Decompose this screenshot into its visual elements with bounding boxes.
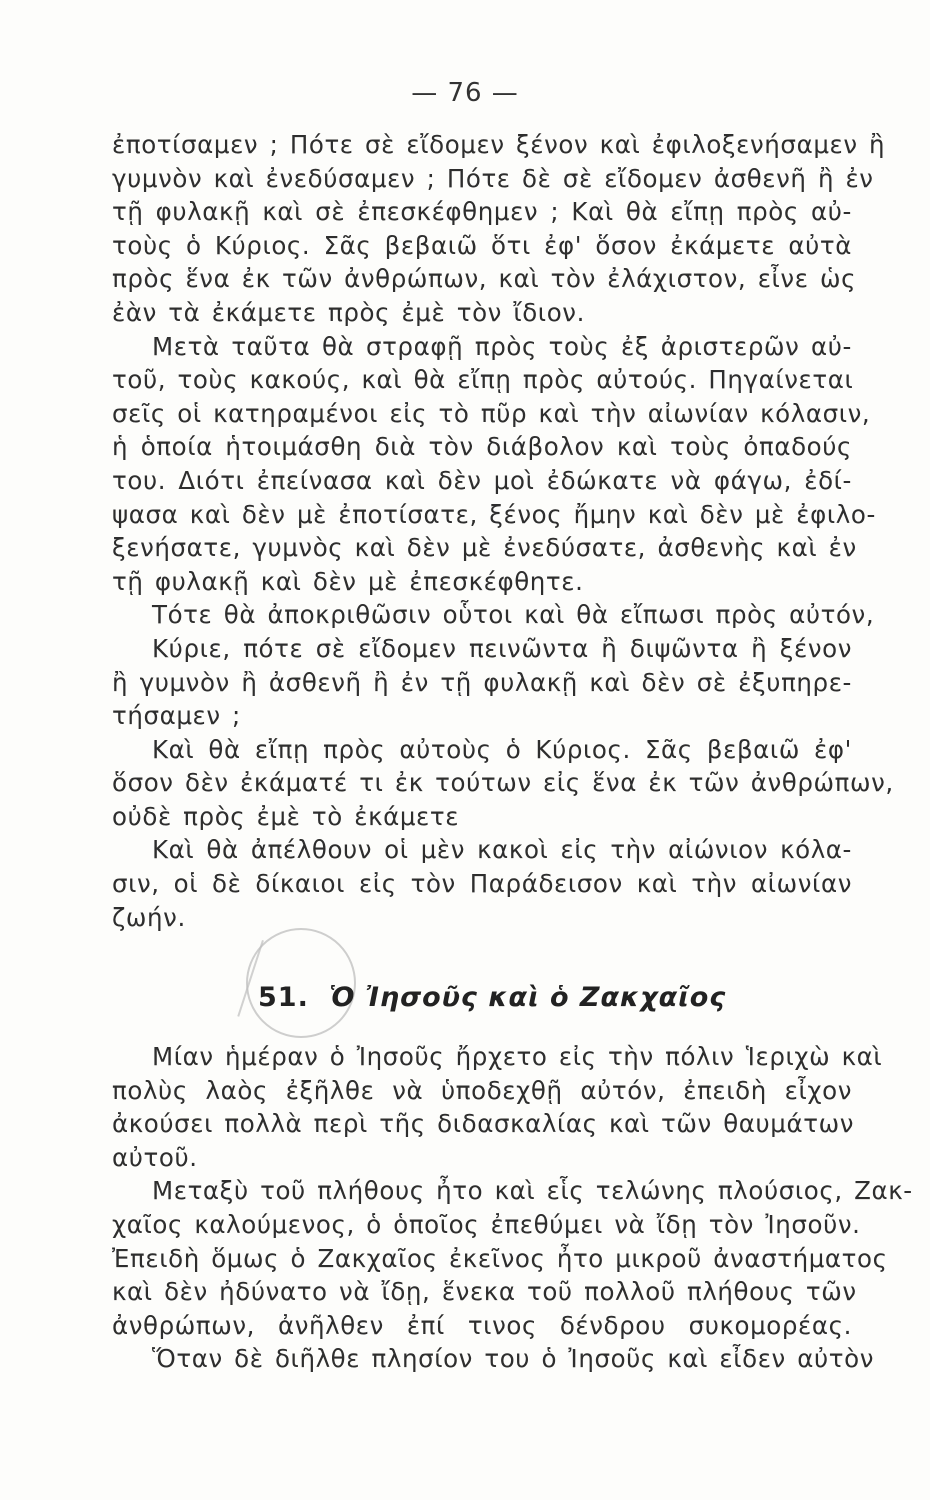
text-line: Καὶ θὰ εἴπῃ πρὸς αὐτοὺς ὁ Κύριος. Σᾶς βεβαιῶ ἐφ' — [152, 734, 852, 764]
text-block-bottom — [112, 1040, 913, 1376]
text-line: ψασα καὶ δὲν μὲ ἐποτίσατε, ξένος ἤμην καὶ δὲν μὲ ἐφιλο- — [112, 499, 876, 529]
text-line: τήσαμεν ; — [112, 701, 241, 731]
text-line: ἀκούσει πολλὰ περὶ τῆς διδασκαλίας καὶ τῶν θαυμάτων — [112, 1109, 855, 1139]
text-line: Μίαν ἡμέραν ὁ Ἰησοῦς ἤρχετο εἰς τὴν πόλιν Ἱεριχὼ καὶ — [152, 1042, 883, 1071]
text-line: τῇ φυλακῇ καὶ δὲν μὲ ἐπεσκέφθητε. — [112, 566, 584, 596]
text-line: πρὸς ἕνα ἐκ τῶν ἀνθρώπων, καὶ τὸν ἐλάχιστον, εἶνε ὡς — [112, 264, 857, 294]
text-line: Καὶ θὰ ἀπέλθουν οἱ μὲν κακοὶ εἰς τὴν αἰώνιον κόλα- — [152, 835, 852, 865]
text-line: Μεταξὺ τοῦ πλήθους ἦτο καὶ εἷς τελώνης πλούσιος, Ζακ- — [152, 1176, 913, 1206]
text-line: Ἐπειδὴ ὅμως ὁ Ζακχαῖος ἐκεῖνος ἦτο μικροῦ ἀναστήματος — [112, 1243, 888, 1273]
text-line: σιν, οἱ δὲ δίκαιοι εἰς τὸν Παράδεισον καὶ τὴν αἰωνίαν — [112, 869, 852, 899]
section-title: Ὁ Ἰησοῦς καὶ ὁ Ζακχαῖος — [329, 982, 727, 1013]
text-line: Κύριε, πότε σὲ εἴδομεν πεινῶντα ἢ διψῶντα ἢ ξένον — [152, 633, 852, 663]
page-number: — 76 — — [411, 78, 519, 108]
text-line: πολὺς λαὸς ἐξῆλθε νὰ ὑποδεχθῇ αὐτόν, ἐπειδὴ εἶχον — [112, 1075, 852, 1105]
text-line: καὶ δὲν ἠδύνατο νὰ ἴδῃ, ἕνεκα τοῦ πολλοῦ πλήθους τῶν — [112, 1277, 857, 1307]
text-line: οὐδὲ πρὸς ἐμὲ τὸ ἐκάμετε — [112, 801, 460, 831]
text-line: χαῖος καλούμενος, ὁ ὁποῖος ἐπεθύμει νὰ ἴδῃ τὸν Ἰησοῦν. — [112, 1209, 861, 1239]
section-heading — [258, 982, 726, 1013]
text-block-top — [112, 128, 894, 934]
text-line: ἐποτίσαμεν ; Πότε σὲ εἴδομεν ξένον καὶ ἐφιλοξενήσαμεν ἢ — [112, 130, 886, 159]
text-line: τοῦ, τοὺς κακούς, καὶ θὰ εἴπῃ πρὸς αὐτούς. Πηγαίνεται — [112, 365, 854, 395]
text-line: γυμνὸν καὶ ἐνεδύσαμεν ; Πότε δὲ σὲ εἴδομεν ἀσθενῆ ἢ ἐν — [112, 163, 874, 193]
text-line: του. Διότι ἐπείνασα καὶ δὲν μοὶ ἐδώκατε νὰ φάγω, ἐδί- — [112, 465, 852, 495]
text-line: Ὅταν δὲ διῆλθε πλησίον του ὁ Ἰησοῦς καὶ εἶδεν αὐτὸν — [152, 1344, 874, 1374]
text-line: σεῖς οἱ κατηραμένοι εἰς τὸ πῦρ καὶ τὴν αἰωνίαν κόλασιν, — [112, 398, 871, 428]
text-line: ζωήν. — [112, 902, 186, 932]
text-line: Τότε θὰ ἀποκριθῶσιν οὗτοι καὶ θὰ εἴπωσι πρὸς αὐτόν, — [152, 600, 875, 630]
text-line: ἐὰν τὰ ἐκάμετε πρὸς ἐμὲ τὸν ἴδιον. — [112, 297, 585, 327]
text-line: αὐτοῦ. — [112, 1142, 198, 1172]
section-number: 51. — [258, 982, 309, 1013]
text-line: Μετὰ ταῦτα θὰ στραφῇ πρὸς τοὺς ἐξ ἀριστερῶν αὐ- — [152, 331, 852, 361]
text-line: ἡ ὁποία ἡτοιμάσθη διὰ τὸν διάβολον καὶ τοὺς ὀπαδούς — [112, 432, 852, 462]
text-line: ξενήσατε, γυμνὸς καὶ δὲν μὲ ἐνεδύσατε, ἀσθενὴς καὶ ἐν — [112, 533, 857, 563]
text-line: ἢ γυμνὸν ἢ ἀσθενῆ ἢ ἐν τῇ φυλακῇ καὶ δὲν σὲ ἐξυπηρε- — [112, 667, 852, 697]
text-line: ὅσον δὲν ἐκάματέ τι ἐκ τούτων εἰς ἕνα ἐκ τῶν ἀνθρώπων, — [112, 768, 894, 798]
text-line: τοὺς ὁ Κύριος. Σᾶς βεβαιῶ ὅτι ἐφ' ὅσον ἐκάμετε αὐτὰ — [112, 230, 852, 260]
text-line: τῇ φυλακῇ καὶ σὲ ἐπεσκέφθημεν ; Καὶ θὰ εἴπῃ πρὸς αὐ- — [112, 197, 852, 227]
text-line: ἀνθρώπων, ἀνῆλθεν ἐπί τινος δένδρου συκομορέας. — [112, 1310, 852, 1340]
